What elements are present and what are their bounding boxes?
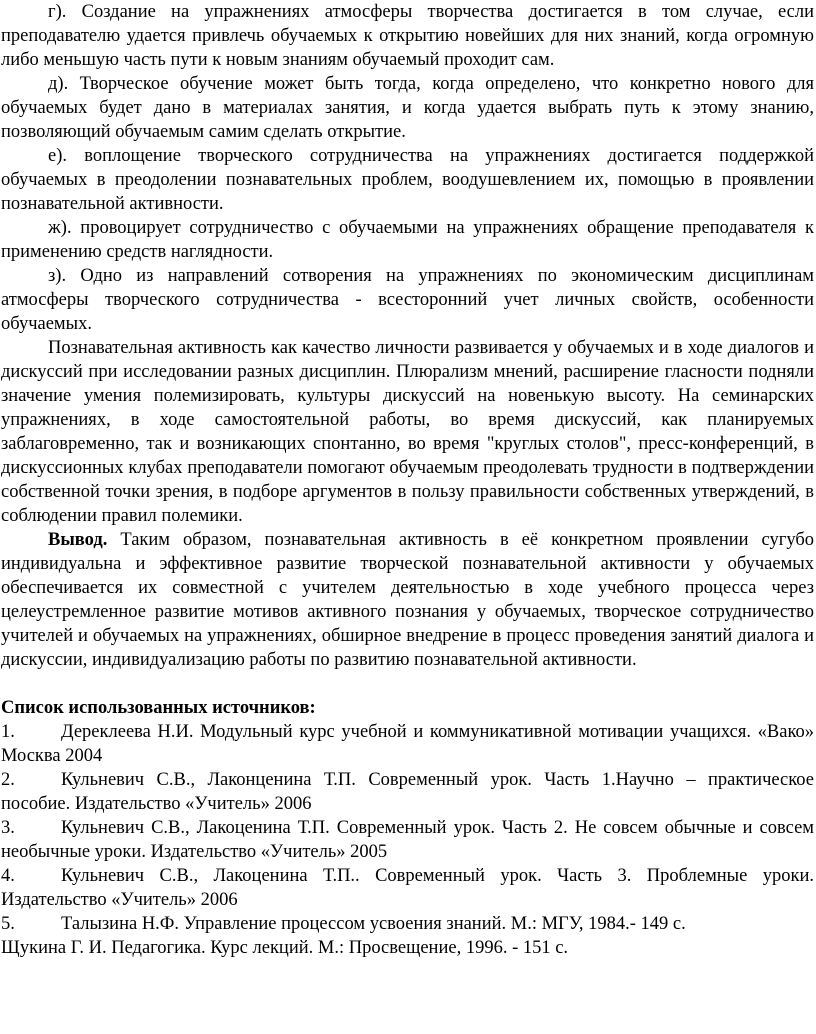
references-heading: Список использованных источников: [1, 698, 316, 718]
conclusion-text: Таким образом, познавательная активность в её конкретном проявлении сугубо индивидуальна и эффективное развитие творческой познавательной активности у обучаемых обеспечивается их совместной с учителем деятельностью в ходе учебного процесса через целеустремленное развитие мотивов активного познания у обучаемых, творческое сотрудничество учителей и обучаемых на упражнениях, обширное внедрение в процесс проведения занятий диалога и дискуссии, индивидуализацию работы по развитию познавательной активности. [1, 530, 814, 670]
reference-item [1, 768, 814, 816]
reference-item-unnumbered: Щукина Г. И. Педагогика. Курс лекций. М.: Просвещение, 1996. - 151 с. [1, 938, 569, 958]
paragraph-z: з). Одно из направлений сотворения на упражнениях по экономическим дисциплинам атмосферы творческого сотрудничества - всесторонний учет личных свойств, особенности обучаемых. [1, 266, 814, 334]
reference-text: Талызина Н.Ф. Управление процессом усвоения знаний. М.: МГУ, 1984.- 149 с. [61, 914, 686, 934]
reference-item [1, 720, 814, 768]
reference-number: 4. [1, 866, 15, 886]
reference-number: 2. [1, 770, 15, 790]
paragraph-e: е). воплощение творческого сотрудничества на упражнениях достигается поддержкой обучаемых в преодолении познавательных проблем, воодушевлением их, помощью в проявлении познавательной активности. [1, 146, 814, 214]
paragraph-g: г). Создание на упражнениях атмосферы творчества достигается в том случае, если преподавателю удается привлечь обучаемых к открытию новейших для них знаний, когда огромную либо меньшую часть пути к новым знаниям обучаемый проходит сам. [1, 2, 814, 70]
paragraph-zh: ж). провоцирует сотрудничество с обучаемыми на упражнениях обращение преподавателя к применению средств наглядности. [1, 218, 814, 262]
reference-text: Кульневич С.В., Лакоценина Т.П.. Современный урок. Часть 3. Проблемные уроки. Издательство «Учитель» 2006 [1, 866, 814, 910]
conclusion-paragraph [1, 528, 814, 672]
paragraph-d: д). Творческое обучение может быть тогда, когда определено, что конкретно нового для обучаемых будет дано в материалах занятия, и когда удается выбрать путь к этому знанию, позволяющий обучаемым самим сделать открытие. [1, 74, 814, 142]
reference-number: 3. [1, 818, 15, 838]
reference-text: Кульневич С.В., Лакоценина Т.П. Современный урок. Часть 2. Не совсем обычные и совсем необычные уроки. Издательство «Учитель» 2005 [1, 818, 814, 862]
reference-number: 1. [1, 722, 15, 742]
reference-text: Кульневич С.В., Лаконценина Т.П. Современный урок. Часть 1.Научно – практическое пособие. Издательство «Учитель» 2006 [1, 770, 814, 814]
paragraph-activity: Познавательная активность как качество личности развивается у обучаемых и в ходе диалогов и дискуссий при исследовании разных дисциплин. Плюрализм мнений, расширение гласности подняли значение умения полемизировать, культуры дискуссий на новенькую высоту. На семинарских упражнениях, в ходе самостоятельной работы, во время дискуссий, как планируемых заблаговременно, так и возникающих спонтанно, во время "круглых столов", пресс-конференций, в дискуссионных клубах преподаватели помогают обучаемым преодолевать трудности в подтверждении собственной точки зрения, в подборе аргументов в пользу правильности собственных утверждений, в соблюдении правил полемики. [1, 338, 814, 526]
reference-item [1, 912, 814, 936]
reference-text: Дереклеева Н.И. Модульный курс учебной и коммуникативной мотивации учащихся. «Вако» Москва 2004 [1, 722, 814, 766]
reference-number: 5. [1, 914, 15, 934]
conclusion-label: Вывод. [48, 530, 108, 550]
reference-item [1, 816, 814, 864]
reference-item [1, 864, 814, 912]
blank-line [1, 672, 814, 696]
